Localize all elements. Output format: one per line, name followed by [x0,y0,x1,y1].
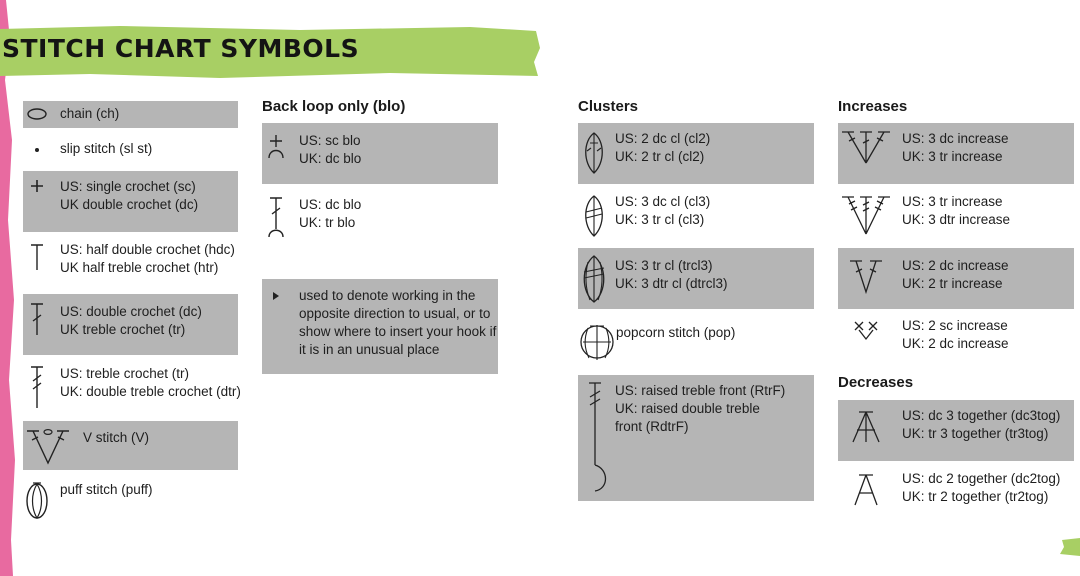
rtrf-uk-label-cont: front (RdtrF) [615,419,689,434]
inc4-uk-label: UK: 2 dc increase [902,336,1009,351]
inc2-uk-label: UK: 3 dtr increase [902,212,1011,227]
inc-2sc-row [838,316,1074,356]
popcorn-label: popcorn stitch (pop) [616,325,736,340]
pink-brush-edge [0,0,20,576]
rtrf-us-label: US: raised treble front (RtrF) [615,383,786,398]
hdc-uk-label: UK half treble crochet (htr) [60,260,219,275]
decrease-2tog-icon [838,469,894,507]
arrow-text-line-3: show where to insert your hook if [299,324,497,339]
plus-icon [23,171,51,193]
inc3-us-label: US: 2 dc increase [902,258,1009,273]
v-stitch-row [23,421,238,470]
dc-us-label: US: double crochet (dc) [60,304,202,319]
inc-2dc-row [838,248,1074,309]
popcorn-icon [578,320,616,362]
cluster-2-icon [578,123,610,175]
double-crochet-icon [23,294,51,336]
cl2-us-label: US: 2 dc cl (cl2) [615,131,711,146]
treble-crochet-icon [23,364,51,409]
arrow-text-line-2: opposite direction to usual, or to [299,306,491,321]
sc-us-label: US: single crochet (sc) [60,179,196,194]
dec1-uk-label: UK: tr 3 together (tr3tog) [902,426,1049,441]
inc4-us-label: US: 2 sc increase [902,318,1008,333]
inc1-us-label: US: 3 dc increase [902,131,1009,146]
green-brush-corner [1058,538,1080,556]
cl3-row [578,192,814,240]
arrow-row [262,279,498,374]
dc-blo-us-label: US: dc blo [299,197,362,212]
decreases-header: Decreases [838,374,914,391]
puff-stitch-label: puff stitch (puff) [60,482,153,497]
back-loop-only-header: Back loop only (blo) [262,98,406,115]
page-title: STITCH CHART SYMBOLS [2,34,360,63]
inc-3tr-row [838,192,1074,240]
t-stitch-icon [23,241,51,271]
dc-blo-uk-label: UK: tr blo [299,215,356,230]
v-stitch-icon [23,421,73,465]
sc-uk-label: UK double crochet (dc) [60,197,199,212]
dec2-us-label: US: dc 2 together (dc2tog) [902,471,1061,486]
arrow-text-line-1: used to denote working in the [299,288,476,303]
puff-stitch-icon [23,479,51,521]
sc-blo-icon [262,123,290,159]
dc-blo-icon [262,194,290,238]
sc-blo-us-label: US: sc blo [299,133,361,148]
trcl3-us-label: US: 3 tr cl (trcl3) [615,258,713,273]
tr-us-label: US: treble crochet (tr) [60,366,190,381]
slip-stitch-dot-icon [23,140,51,155]
tr-uk-label: UK: double treble crochet (dtr) [60,384,241,399]
arrow-icon [262,279,290,301]
inc3-uk-label: UK: 2 tr increase [902,276,1003,291]
inc1-uk-label: UK: 3 tr increase [902,149,1003,164]
cluster-3-icon [578,192,610,238]
decrease-3tog-icon [838,400,894,444]
v-stitch-label: V stitch (V) [83,430,150,445]
chain-row [23,101,238,128]
clusters-header: Clusters [578,98,639,115]
chain-label: chain (ch) [60,106,120,121]
slip-stitch-row [23,140,238,162]
trcl3-row [578,248,814,309]
sc-blo-row [262,123,498,184]
dec1-us-label: US: dc 3 together (dc3tog) [902,408,1061,423]
trcl3-uk-label: UK: 3 dtr cl (dtrcl3) [615,276,728,291]
single-crochet-row [23,171,238,232]
dec-2tog-row [838,469,1074,511]
inc-3dc-row [838,123,1074,184]
half-double-crochet-row [23,241,238,283]
cl2-row [578,123,814,184]
popcorn-row [578,320,814,362]
dc-uk-label: UK treble crochet (tr) [60,322,186,337]
increase-3tr-icon [838,192,894,236]
treble-crochet-row [23,364,241,410]
sc-blo-uk-label: UK: dc blo [299,151,362,166]
increase-2sc-icon [838,316,894,341]
arrow-text-line-4: it is in an unusual place [299,342,440,357]
rtrf-uk-label: UK: raised double treble [615,401,760,416]
cl2-uk-label: UK: 2 tr cl (cl2) [615,149,705,164]
cl3-uk-label: UK: 3 tr cl (cl3) [615,212,705,227]
dec-3tog-row [838,400,1074,461]
increases-header: Increases [838,98,908,115]
dc-blo-row [262,194,498,240]
inc2-us-label: US: 3 tr increase [902,194,1003,209]
rtrf-row [578,375,814,501]
slip-stitch-label: slip stitch (sl st) [60,141,153,156]
chain-icon [23,101,51,122]
puff-stitch-row [23,479,238,521]
increase-3dc-icon [838,123,894,165]
raised-treble-front-icon [578,375,610,493]
cl3-us-label: US: 3 dc cl (cl3) [615,194,711,209]
increase-2dc-icon [838,248,894,294]
dec2-uk-label: UK: tr 2 together (tr2tog) [902,489,1049,504]
hdc-us-label: US: half double crochet (hdc) [60,242,235,257]
double-crochet-row [23,294,238,355]
treble-cluster-3-icon [578,248,610,304]
